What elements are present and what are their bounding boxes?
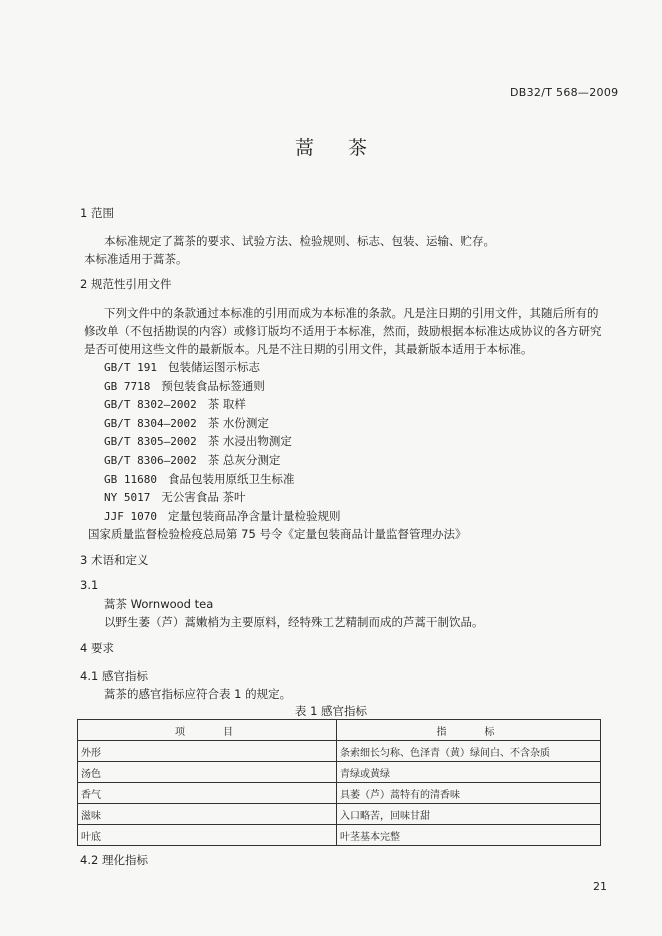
reference-name: 茶 总灰分测定: [207, 452, 281, 467]
table-row: [78, 762, 601, 783]
term-name: 蒿茶 Wornwood tea: [104, 597, 214, 611]
reference-decree: 国家质量监督检验检疫总局第 75 号令《定量包装商品计量监督管理办法》: [88, 527, 467, 541]
reference-code: GB/T 8302—2002: [104, 398, 197, 412]
reference-code: GB/T 8305—2002: [104, 435, 197, 449]
section-3-1-number: 3.1: [80, 578, 99, 592]
reference-name: 食品包装用原纸卫生标准: [167, 471, 295, 486]
section-1-heading: 1 范围: [80, 206, 114, 220]
table-cell-item: 香气: [78, 783, 337, 804]
table-cell-index: 青绿或黄绿: [337, 762, 601, 783]
table-row: [78, 825, 601, 846]
reference-code: GB/T 8304—2002: [104, 416, 197, 430]
reference-item: [104, 377, 340, 396]
table-cell-item: 滋味: [78, 804, 337, 825]
section-2-paragraph-line-1: 下列文件中的条款通过本标准的引用而成为本标准的条款。凡是注日期的引用文件，其随后所有的: [104, 306, 599, 320]
table-cell-index: 入口略苦，回味甘甜: [337, 804, 601, 825]
reference-item: [104, 470, 340, 489]
section-4-heading: 4 要求: [80, 641, 114, 655]
reference-name: 无公害食品 茶叶: [161, 490, 246, 505]
reference-item: [104, 414, 340, 433]
reference-code: GB 7718: [104, 379, 151, 393]
reference-item: [104, 451, 340, 470]
reference-name: 茶 水浸出物测定: [207, 434, 292, 449]
document-title: 蒿 茶: [294, 137, 382, 159]
reference-list: [104, 358, 340, 525]
reference-code: GB/T 8306—2002: [104, 453, 197, 467]
reference-item: [104, 358, 340, 377]
table-row: [78, 783, 601, 804]
section-2-paragraph-line-2: 修改单（不包括勘误的内容）或修订版均不适用于本标准，然而，鼓励根据本标准达成协议的各方研究: [84, 324, 602, 338]
table-header-item: 项 目: [78, 720, 337, 741]
reference-name: 预包装食品标签通则: [161, 378, 265, 393]
reference-item: [104, 432, 340, 451]
table-cell-item: 汤色: [78, 762, 337, 783]
reference-code: GB 11680: [104, 472, 157, 486]
reference-code: NY 5017: [104, 491, 151, 505]
reference-name: 茶 取样: [207, 397, 246, 412]
term-definition: 以野生萎（芦）蒿嫩梢为主要原料，经特殊工艺精制而成的芦蒿干制饮品。: [104, 615, 484, 629]
section-2-paragraph-line-3: 是否可使用这些文件的最新版本。凡是不注日期的引用文件，其最新版本适用于本标准。: [84, 342, 533, 356]
table-header-index: 指 标: [337, 720, 601, 741]
reference-name: 茶 水份测定: [207, 415, 269, 430]
section-1-paragraph-1: 本标准规定了蒿茶的要求、试验方法、检验规则、标志、包装、运输、贮存。: [104, 234, 495, 248]
table-cell-index: 具萎（芦）蒿特有的清香味: [337, 783, 601, 804]
reference-item: [104, 488, 340, 507]
standard-number: DB32/T 568—2009: [510, 86, 619, 99]
section-4-1-heading: 4.1 感官指标: [80, 669, 148, 683]
reference-item: [104, 395, 340, 414]
table-cell-index: 叶茎基本完整: [337, 825, 601, 846]
sensory-index-table: [77, 719, 601, 846]
reference-name: 定量包装商品净含量计量检验规则: [167, 508, 341, 523]
table-row: [78, 804, 601, 825]
table-cell-item: 叶底: [78, 825, 337, 846]
table-row: [78, 741, 601, 762]
section-4-2-heading: 4.2 理化指标: [80, 853, 148, 867]
section-3-heading: 3 术语和定义: [80, 553, 149, 567]
section-4-1-paragraph: 蒿茶的感官指标应符合表 1 的规定。: [104, 687, 292, 701]
page-number: 21: [593, 880, 607, 893]
table-1-caption: 表 1 感官指标: [294, 704, 368, 718]
table-header-row: [78, 720, 601, 741]
reference-name: 包装储运图示标志: [167, 360, 260, 374]
reference-item: [104, 507, 340, 526]
section-1-paragraph-2: 本标准适用于蒿茶。: [84, 252, 188, 266]
section-2-heading: 2 规范性引用文件: [80, 277, 172, 291]
reference-code: JJF 1070: [104, 509, 157, 523]
table-cell-index: 条索细长匀称、色泽青（黄）绿间白、不含杂质: [337, 741, 601, 762]
table-cell-item: 外形: [78, 741, 337, 762]
reference-code: GB/T 191: [104, 361, 157, 374]
